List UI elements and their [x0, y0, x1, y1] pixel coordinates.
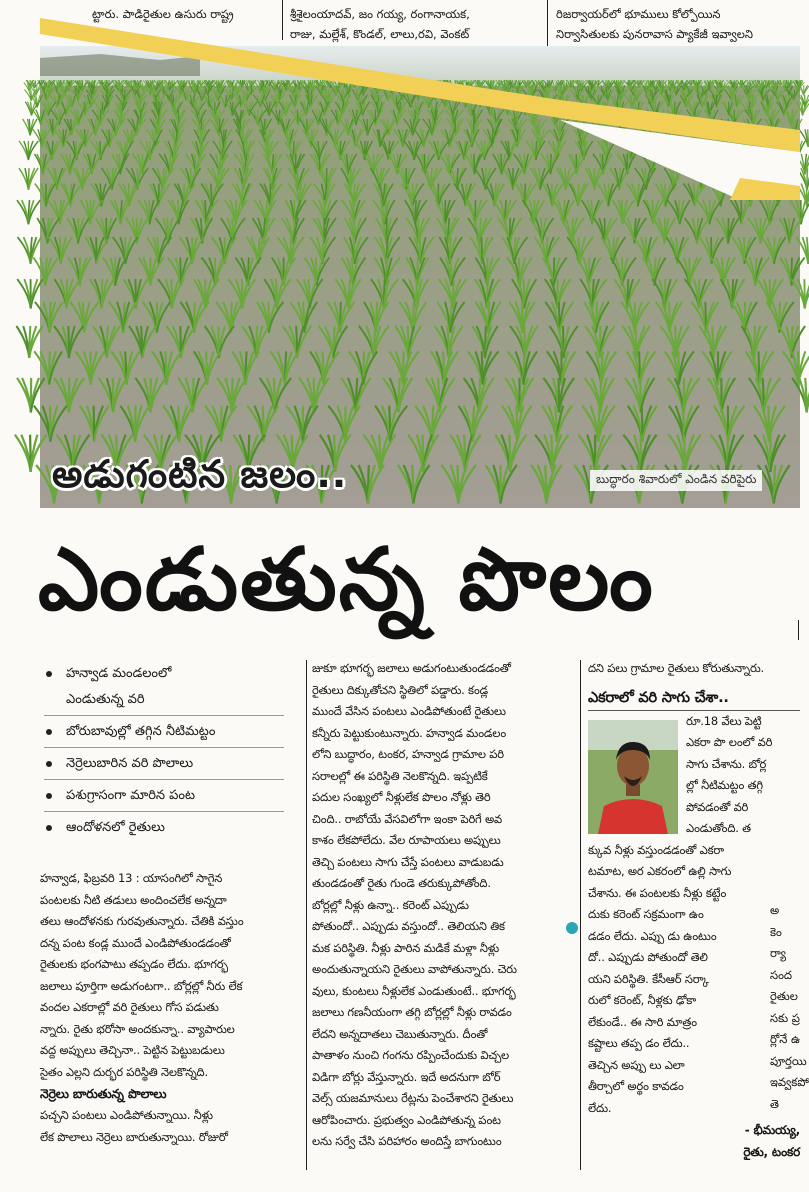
highlights-list [44, 658, 284, 843]
highlight-item: ఎండుతున్న వరి [44, 689, 284, 716]
article-line: సైతం ఎల్లని దుర్భర పరిస్థితి నెలకొన్నది. [40, 1064, 208, 1079]
article-line: పాతాళం నుంచి గంగను రప్పించేందుకు విచ్చల [312, 1048, 510, 1062]
article-line: వెల్స్ యజమానులు రేట్లను పెంచేశారని రైతులు [312, 1091, 514, 1105]
next-column-fragment [770, 900, 809, 1115]
article-line: ఆరోపించారు. ప్రభుత్వం ఎండిపోతున్న పంట [312, 1112, 501, 1127]
subheading: నెర్రెలు బారుతున్న పొలాలు [40, 1086, 167, 1101]
article-line: మక పరిస్థితి. నీళ్లు పారిన మడికే మళ్లా నీళ్లు [312, 940, 499, 955]
fragment-line: ర్యా [770, 946, 787, 960]
article-line: పచ్చని పంటలు ఎండిపోతున్నాయి. నీళ్లు [40, 1108, 213, 1122]
article-line: లోని బుద్ధారం, టంకర, హన్వాడ గ్రామాల పరి [312, 747, 504, 761]
signature-name: - భీమయ్య, [744, 1123, 800, 1137]
farmer-portrait-photo [588, 720, 678, 834]
article-line: లేదని అన్నదాతలు చెబుతున్నారు. దీంతో [312, 1026, 488, 1041]
article-line: క్కువ నీళ్లు వస్తుండడంతో ఎకరా [588, 842, 724, 857]
article-line: డడం లేదు. ఎప్పు డు ఉంటుం [588, 928, 717, 943]
article-line: జుకూ భూగర్భ జలాలు అడుగంటుతుండడంతో [312, 661, 511, 675]
article-line: టమాట, అర ఎకరంలో ఉల్లి సాగు [588, 864, 732, 878]
highlight-item: హన్వాడ మండలంలో [44, 658, 284, 689]
article-line: లను సర్వే చేసి పరిహారం అందిస్తే బాగుంటుం [312, 1134, 502, 1148]
marker-icon [566, 922, 578, 934]
top-line: నిర్వాసితులకు పునరావాస ప్యాకేజీ ఇవ్వాలని [556, 27, 753, 41]
highlight-item: నెర్రెలుబారిన వరి పొలాలు [44, 748, 284, 780]
highlight-item: పశుగ్రాసంగా మారిన పంట [44, 780, 284, 812]
fragment-line: ఇవ్వకపో [770, 1075, 809, 1089]
fragment-line: రైతుల [770, 989, 798, 1003]
top-line: శ్రీశైలంయాదవ్, జం గయ్య, రంగానాయక, [290, 7, 470, 21]
article-line: దుకు కరెంట్ సక్రమంగా ఉం [588, 907, 704, 921]
article-paragraph [40, 1105, 302, 1148]
quote-box-title: ఎకరాలో వరి సాగు చేశా.. [588, 686, 800, 711]
fragment-line: కెం [770, 924, 782, 939]
quote-paragraph [686, 711, 800, 840]
article-line: యని పరిస్థితి. కేసీఆర్ సర్కా [588, 971, 709, 986]
article-line: దన్న పంట కండ్ల ముందే ఎండిపోతుండడంతో [40, 935, 231, 950]
article-line: తలు ఆందోళనకు గురవుతున్నారు. చేతికి వస్తుం [40, 914, 244, 928]
column-rule [798, 620, 799, 640]
top-col-left: ట్టారు. పాడిరైతుల ఉసురు రాష్ట్ర [92, 7, 234, 21]
article-line: లేదు. [588, 1100, 612, 1115]
quote-paragraph [588, 840, 809, 1120]
article-line: కన్నీరు పెట్టుకుంటున్నారు. హన్వాడ మండలం [312, 725, 507, 740]
article-line: హన్వాడ, ఫిబ్రవరి 13 : యాసంగిలో సాగైన [40, 871, 223, 885]
headline: ఎండుతున్న పొలం [38, 530, 655, 630]
article-line: రైతులు దిక్కుతోచని స్థితిలో పడ్డారు. కండ్ల [312, 682, 488, 697]
photo-kicker-title: అడుగంటిన జలం.. [52, 452, 348, 496]
article-line: విడిగా బోర్లు వేస్తున్నారు. ఇదే అదనుగా బోర్ [312, 1069, 501, 1084]
article-line: ల్లో నీటిమట్టం తగ్గి [686, 778, 763, 792]
article-line: కాశం లేకపోలేదు. వేల రూపాయలు అప్పులు [312, 833, 501, 847]
fragment-line: అ [770, 903, 780, 917]
bullet-dot-icon [46, 761, 52, 767]
fragment-line: సంద [770, 967, 793, 982]
article-column-2 [312, 658, 568, 1153]
article-line: పోతుందో.. ఎప్పుడు వస్తుందో.. తెలియని తిక [312, 919, 505, 933]
fragment-line: పూర్తయి [770, 1053, 807, 1068]
quote-signature [588, 1119, 800, 1163]
article-line: పంటలకు నీటి తడులు అందించలేక అన్నదా [40, 892, 227, 907]
article-line: ముందే వేసిన పంటలు ఎండిపోతుంటే రైతులు [312, 704, 506, 718]
article-line: వులు, కుంటలు నీళ్లులేక ఎండుతుంటే.. భూగర్భ [312, 983, 516, 998]
article-line: పోవడంతో వరి [686, 799, 749, 814]
article-line: చేశాను. ఈ పంటలకు నీళ్లు కట్టేం [588, 885, 727, 900]
article-line: చింది.. రాబోయే వేసవిలోగా ఇంకా పెరిగే అవ [312, 811, 502, 826]
article-line: అందుతున్నాయని రైతులు వాపోతున్నారు. చెరు [312, 962, 517, 976]
article-line: రూ.18 వేలు పెట్టి [686, 713, 762, 728]
top-line: రాజు, మల్లేశ్, కొండల్, లాలు,రవి, వెంకట్ [290, 27, 470, 41]
article-line: సాగు చేశాను. బోర్ల [686, 756, 767, 771]
article-line: రైతులకు భంగపాటు తప్పడం లేదు. భూగర్భ [40, 957, 228, 971]
article-line: దని పలు గ్రామాల రైతులు కోరుతున్నారు. [588, 661, 765, 675]
article-line: తీర్చాలో అర్థం కావడం [588, 1079, 684, 1093]
article-line: జలాలు పూర్తిగా అడుగంటగా.. బోర్లల్లో నీరు లేక [40, 978, 243, 993]
article-line: లేక పొలాలు నెర్రెలు బారుతున్నాయి. రోజురో [40, 1129, 228, 1144]
article-line: కష్టాలు తప్ప డం లేదు.. [588, 1036, 690, 1050]
article-column-1 [40, 868, 302, 1148]
gold-diagonal-band [0, 0, 800, 200]
article-line: దో.. ఎప్పుడు పోతుందో తెలి [588, 950, 708, 964]
bullet-dot-icon [46, 825, 52, 831]
bullet-dot-icon [46, 793, 52, 799]
photo-caption: బుద్ధారం శివారులో ఎండిన వరిపైరు [590, 470, 762, 491]
fragment-line: ర్లోనే ఉ [770, 1032, 801, 1046]
article-line: పదుల సంఖ్యలో నీళ్లులేక పొలం నోళ్లు తెరి [312, 790, 491, 804]
article-paragraph [40, 868, 302, 1083]
signature-role: రైతు, టంకర [743, 1145, 800, 1159]
article-line: తుండడంతో రైతు గుండె తరుక్కుపోతోంది. [312, 876, 491, 890]
article-line: ఎండుతోంది. త [686, 821, 751, 835]
article-line: బోర్లల్లో నీళ్లు ఉన్నా.. కరెంట్ ఎప్పుడు [312, 897, 469, 912]
highlight-item: ఆందోళనలో రైతులు [44, 812, 284, 843]
article-paragraph [312, 658, 568, 1153]
bullet-dot-icon [46, 671, 52, 677]
article-line: జలాలు గణనీయంగా తగ్గి బోర్లల్లో నీళ్లు రావడం [312, 1005, 512, 1019]
article-line: వద్ద అప్పులు తెచ్చినా.. పెట్టిన పెట్టుబడులు [40, 1043, 225, 1057]
fragment-line: సకు ప్ర [770, 1010, 800, 1025]
article-line: ఎకరా పొ లంలో వరి [686, 735, 773, 749]
article-line: వందల ఎకరాల్లో వరి రైతులు గోస పడుతు [40, 1000, 219, 1014]
farmer-quote-column [588, 658, 809, 1163]
article-line: సరాలల్లో ఈ పరిస్థితి నెలకొన్నది. ఇప్పటికే [312, 768, 488, 783]
fragment-line: తె [770, 1096, 779, 1111]
highlight-item: బోరుబావుల్లో తగ్గిన నీటిమట్టం [44, 716, 284, 748]
article-line: లేకుండే.. ఈ సారి మాత్రం [588, 1014, 697, 1029]
bullet-dot-icon [46, 729, 52, 735]
top-line: రిజర్వాయర్‌లో భూములు కోల్పోయిన [556, 7, 721, 21]
article-line: రులో కరెంట్, నీళ్లకు ఢోకా [588, 993, 697, 1007]
article-line: తెచ్చిన అప్పు లు ఎలా [588, 1057, 685, 1072]
column-rule [580, 660, 581, 1170]
article-line: తెచ్చి పంటలు సాగు చేస్తే పంటలు వాడుబడు [312, 854, 504, 869]
article-line: న్నారు. రైతు భరోసా అందకున్నా.. వ్యాపారుల [40, 1021, 235, 1036]
column-rule [306, 660, 307, 1170]
